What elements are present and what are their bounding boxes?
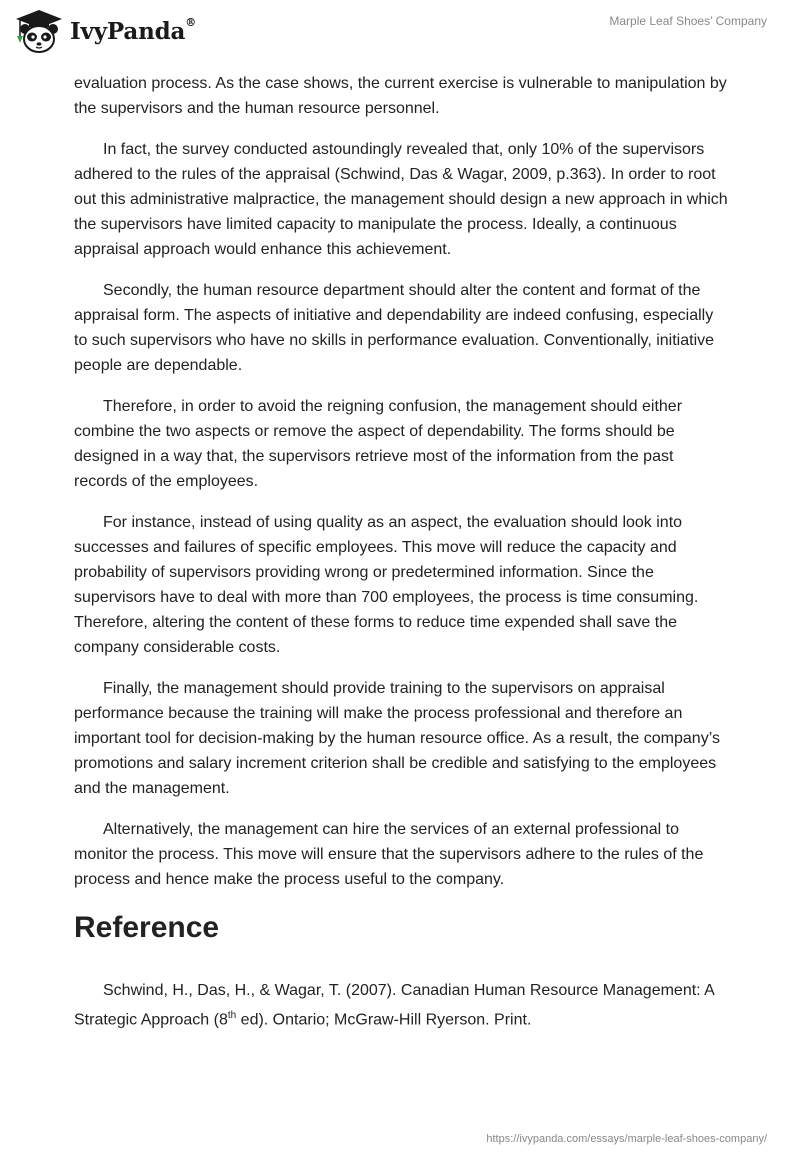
- paragraph: Therefore, in order to avoid the reigning confusion, the management should either combine the two aspects or remove the aspect of dependability. The forms should be designed in a way that, the supervisors retrieve most of the information from the past records of the employees.: [74, 398, 683, 490]
- logo-text: IvyPanda®: [70, 15, 196, 45]
- footer-url[interactable]: https://ivypanda.com/essays/marple-leaf-shoes-company/: [486, 1133, 767, 1145]
- paragraph: Secondly, the human resource department should alter the content and format of the appraisal form. The aspects of initiative and dependability are indeed confusing, especially to such supervisors who have no skills in performance evaluation. Conventionally, initiative people are dependable.: [74, 282, 715, 374]
- ivypanda-logo[interactable]: [14, 8, 196, 54]
- paragraph: Alternatively, the management can hire the services of an external professional to monitor the process. This move will ensure that the supervisors adhere to the rules of the process and hence make the process useful to the company.: [74, 821, 704, 888]
- citation-text-end: ed). Ontario; McGraw-Hill Ryerson. Print.: [236, 1011, 532, 1029]
- citation-superscript: th: [227, 1010, 237, 1021]
- paragraph: For instance, instead of using quality as an aspect, the evaluation should look into successes and failures of specific employees. This move will reduce the capacity and probability of supervisors providing wrong or predetermined information. Since the supervisors have to deal with more than 700 employees, the process is time consuming. Therefore, altering the content of these forms to reduce time expended shall save the company considerable costs.: [74, 514, 699, 656]
- panda-graduate-icon: [14, 8, 64, 54]
- paragraph: evaluation process. As the case shows, the current exercise is vulnerable to manipulation by the supervisors and the human resource personnel.: [74, 75, 727, 117]
- paragraph: Finally, the management should provide training to the supervisors on appraisal performance because the training will make the process professional and therefore an important tool for decision-making by the human resource office. As a result, the company’s promotions and salary increment criterion shall be credible and satisfying to the employees and the management.: [74, 680, 720, 797]
- running-title: Marple Leaf Shoes’ Company: [609, 14, 767, 28]
- registered-mark: ®: [185, 15, 196, 29]
- reference-citation: [74, 978, 730, 1032]
- citation-text: Schwind, H., Das, H., & Wagar, T. (2007). Canadian Human Resource Management: A Strategic Approach (8: [74, 982, 714, 1029]
- essay-body: [74, 71, 730, 1048]
- paragraph: In fact, the survey conducted astoundingly revealed that, only 10% of the supervisors adhered to the rules of the appraisal (Schwind, Das & Wagar, 2009, p.363). In order to root out this administrative malpractice, the management should design a new approach in which the supervisors have limited capacity to manipulate the process. Ideally, a continuous appraisal approach would enhance this achievement.: [74, 141, 728, 258]
- reference-heading: Reference: [74, 911, 220, 944]
- page-header: [0, 0, 800, 70]
